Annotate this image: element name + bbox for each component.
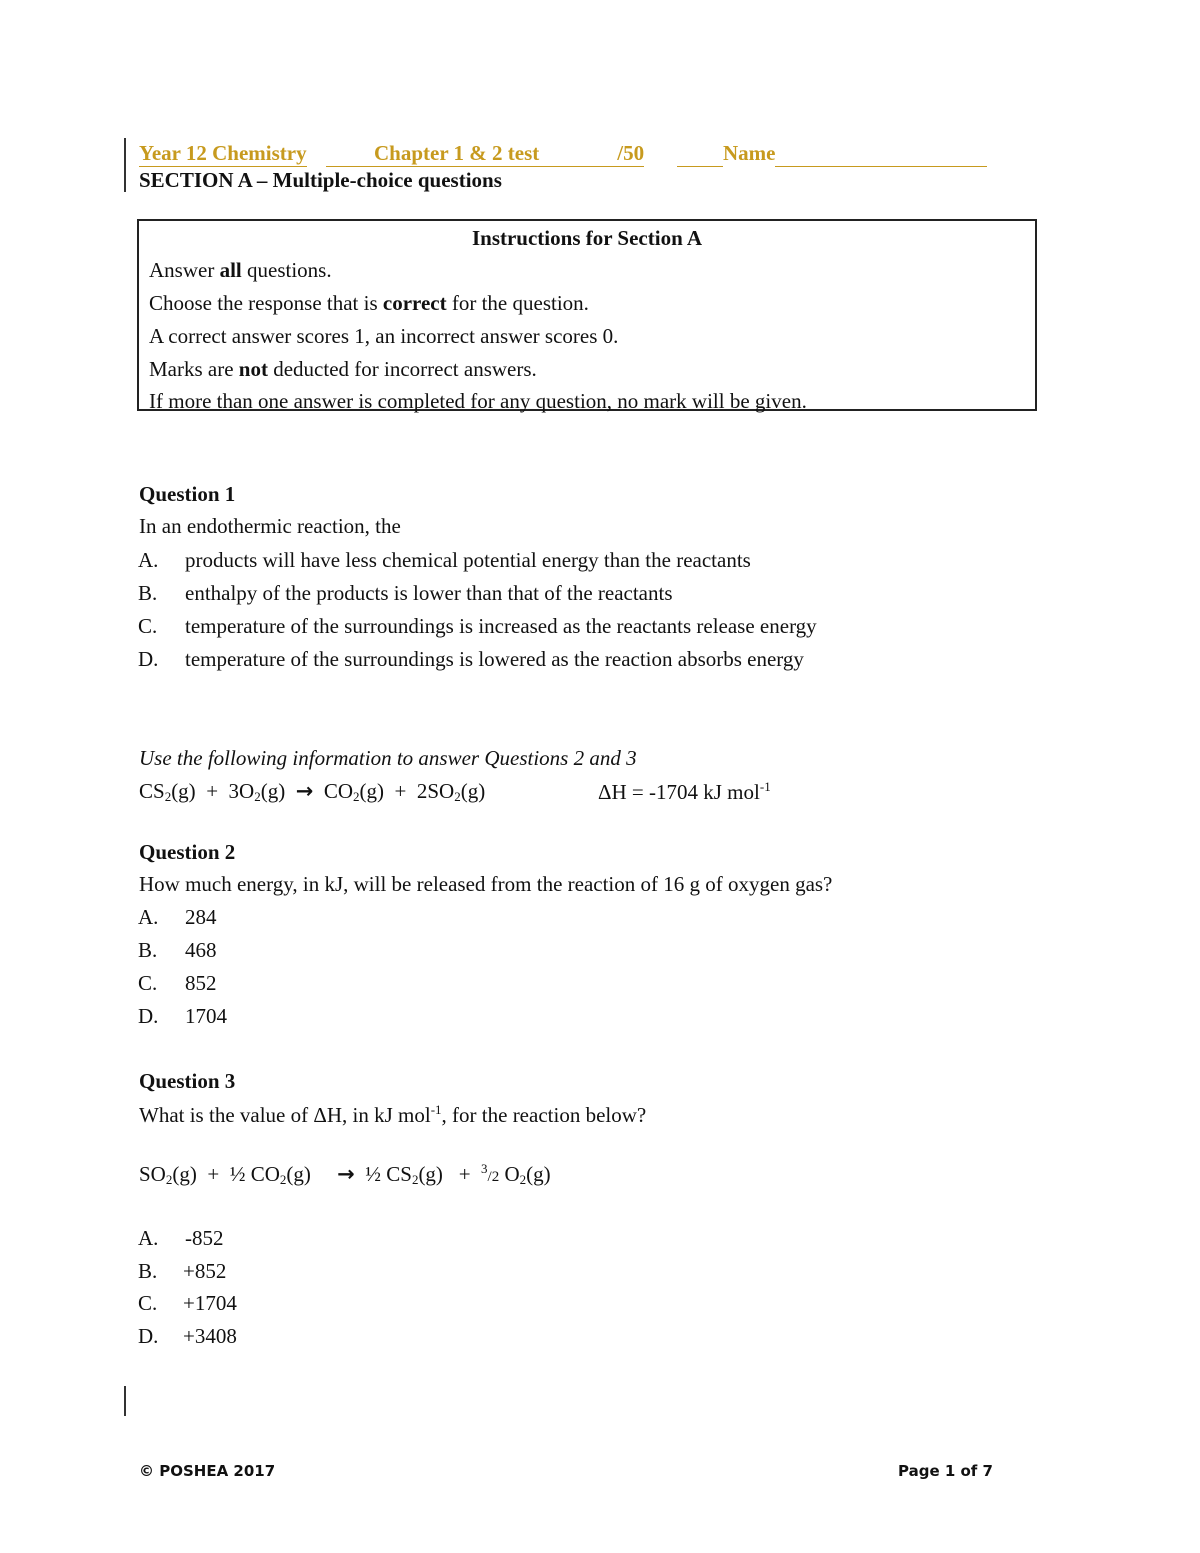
question-2-stem: How much energy, in kJ, will be released from the reaction of 16 g of oxygen gas? xyxy=(139,872,833,896)
instruction-line-5: If more than one answer is completed for any question, no mark will be given. xyxy=(149,389,807,413)
q1-option-a-letter: A. xyxy=(138,548,159,572)
question-2-title: Question 2 xyxy=(139,840,236,864)
instructions-title: Instructions for Section A xyxy=(471,226,703,250)
question-1-stem: In an endothermic reaction, the xyxy=(139,514,401,538)
arrow-icon: → xyxy=(337,1162,355,1186)
instruction-line-3: A correct answer scores 1, an incorrect answer scores 0. xyxy=(149,324,619,348)
q2-option-b: 468 xyxy=(185,938,217,962)
test-title: Chapter 1 & 2 test /50 xyxy=(326,141,644,167)
q3-option-d-letter: D. xyxy=(138,1324,159,1348)
q1-option-d: temperature of the surroundings is lowered as the reaction absorbs energy xyxy=(185,647,804,671)
q2-option-b-letter: B. xyxy=(138,938,158,962)
thermochemical-equation: $CS_2(g) + 3O_2(g) \to CO_2(g) + 2SO_2(g)$ xyxy=(139,779,486,804)
q3-option-c-letter: C. xyxy=(138,1291,158,1315)
section-heading: SECTION A – Multiple-choice questions xyxy=(139,168,502,192)
question-3-equation: $SO_2(g)$ + ½ $CO_2(g)$ → ½ $CS_2(g)$ + $^3$/2 $O_2(g)$ xyxy=(139,1161,551,1187)
q1-option-b: enthalpy of the products is lower than that of the reactants xyxy=(185,581,673,605)
name-input-line xyxy=(775,141,987,167)
footer-copyright: © POSHEA 2017 xyxy=(139,1462,276,1480)
q3-option-b-letter: B. xyxy=(138,1259,158,1283)
q2-option-c: 852 xyxy=(185,971,217,995)
question-1-title: Question 1 xyxy=(139,482,236,506)
question-3-title: Question 3 xyxy=(139,1069,236,1093)
marks-total: /50 xyxy=(617,141,645,165)
info-text: Use the following information to answer Questions 2 and 3 xyxy=(139,746,637,770)
q2-option-d: 1704 xyxy=(185,1004,227,1028)
q3-option-b: +852 xyxy=(183,1259,227,1283)
arrow-icon: → xyxy=(295,779,314,803)
question-3-stem: What is the value of ΔH, in kJ mol$^{-1}$, for the reaction below? xyxy=(139,1102,647,1127)
name-field: Name xyxy=(677,141,987,167)
q1-option-b-letter: B. xyxy=(138,581,158,605)
q1-option-c: temperature of the surroundings is increased as the reactants release energy xyxy=(185,614,817,638)
q3-option-d: +3408 xyxy=(183,1324,237,1348)
q3-option-a: -852 xyxy=(185,1226,224,1250)
q2-option-a: 284 xyxy=(185,905,217,929)
margin-bar-top xyxy=(124,138,126,192)
q1-option-c-letter: C. xyxy=(138,614,158,638)
instruction-line-2: Choose the response that is correct for the question. xyxy=(149,291,589,315)
q1-option-a: products will have less chemical potential energy than the reactants xyxy=(185,548,751,572)
instruction-line-1: Answer all questions. xyxy=(149,258,332,282)
enthalpy-change: ΔH = -1704 kJ mol$^{-1}$ xyxy=(598,779,771,804)
margin-bar-bottom xyxy=(124,1386,126,1416)
instruction-line-4: Marks are not deducted for incorrect answers. xyxy=(149,357,537,381)
instructions-box xyxy=(137,219,1037,411)
q2-option-d-letter: D. xyxy=(138,1004,159,1028)
course-title: Year 12 Chemistry xyxy=(139,141,307,165)
q2-option-c-letter: C. xyxy=(138,971,158,995)
q2-option-a-letter: A. xyxy=(138,905,159,929)
q3-option-a-letter: A. xyxy=(138,1226,159,1250)
footer-page-number: Page 1 of 7 xyxy=(898,1462,993,1480)
q1-option-d-letter: D. xyxy=(138,647,159,671)
q3-option-c: +1704 xyxy=(183,1291,237,1315)
